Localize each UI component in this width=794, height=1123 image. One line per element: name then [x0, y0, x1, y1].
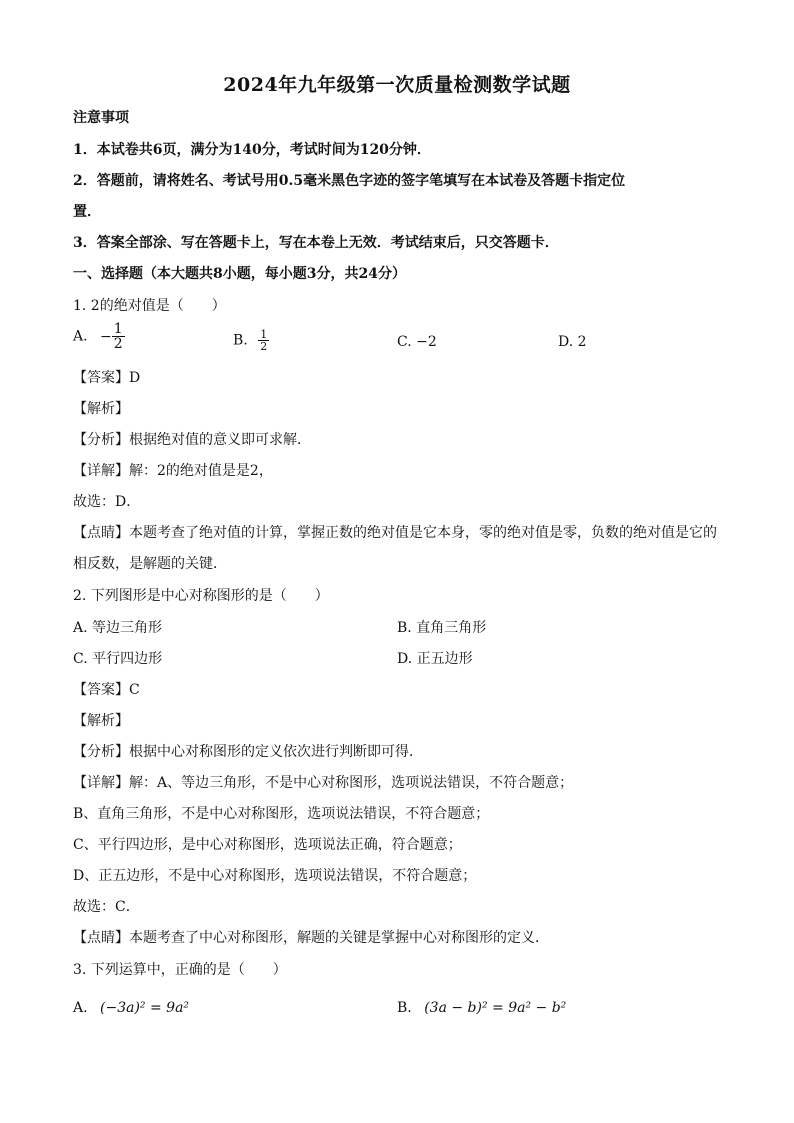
option-a-numerator: 1 [113, 321, 123, 337]
question-2-fenxi: 【分析】根据中心对称图形的定义依次进行判断即可得． [73, 744, 423, 760]
notice-item-2-cont: 置． [73, 204, 101, 220]
option-a-denominator: 2 [113, 336, 123, 352]
question-1-dianjing-2: 相反数，是解题的关键． [73, 556, 227, 572]
question-1-fenxi: 【分析】根据绝对值的意义即可求解． [73, 432, 311, 448]
notice-heading: 注意事项 [73, 110, 129, 126]
question-2-stem: 2. 下列图形是中心对称图形的是（ ） [73, 588, 329, 604]
option-b-numerator: 1 [260, 328, 268, 341]
question-2-line-d: D、正五边形，不是中心对称图形，选项说法错误，不符合题意； [73, 868, 477, 884]
option-b-label: B. [397, 1000, 412, 1016]
question-2-line-c: C、平行四边形，是中心对称图形，选项说法正确，符合题意； [73, 837, 462, 853]
question-1-option-c: C. −2 [397, 334, 437, 350]
question-2-option-c: C. 平行四边形 [73, 651, 163, 667]
option-a-label: A. [73, 328, 88, 345]
option-b-label: B. [233, 332, 248, 349]
question-3-option-b [397, 998, 566, 1018]
page-title: 2024年九年级第一次质量检测数学试题 [223, 74, 571, 96]
option-a-expression: (−3a)² = 9a² [100, 1000, 190, 1016]
notice-item-1: 1．本试卷共6页，满分为140分，考试时间为120分钟． [73, 142, 431, 158]
question-2-option-d: D. 正五边形 [397, 651, 473, 667]
question-1-option-a [73, 322, 125, 351]
question-2-line-b: B、直角三角形，不是中心对称图形，选项说法错误，不符合题意； [73, 806, 490, 822]
question-2-dianjing: 【点睛】本题考查了中心对称图形，解题的关键是掌握中心对称图形的定义． [73, 930, 549, 946]
notice-item-2: 2．答题前，请将姓名、考试号用0.5毫米黑色字迹的签字笔填写在本试卷及答题卡指定位 [73, 173, 626, 189]
question-2-answer: 【答案】C [73, 682, 140, 698]
question-1-stem: 1. 2的绝对值是（ ） [73, 298, 226, 314]
question-2-xiangjie: 【详解】解：A、等边三角形，不是中心对称图形，选项说法错误，不符合题意； [73, 775, 574, 791]
question-2-option-a: A. 等边三角形 [73, 620, 163, 636]
question-1-option-b [233, 329, 269, 352]
question-1-dianjing-1: 【点睛】本题考查了绝对值的计算，掌握正数的绝对值是它本身，零的绝对值是零，负数的绝对值是它的 [73, 525, 717, 541]
notice-item-3: 3．答案全部涂、写在答题卡上，写在本卷上无效．考试结束后，只交答题卡． [73, 235, 559, 251]
option-b-expression: (3a − b)² = 9a² − b² [424, 1000, 567, 1016]
question-1-option-d: D. 2 [558, 334, 587, 350]
question-2-analysis: 【解析】 [73, 713, 129, 729]
question-2-choice: 故选：C． [73, 899, 140, 915]
question-1-choice: 故选：D． [73, 494, 141, 510]
question-3-stem: 3. 下列运算中，正确的是（ ） [73, 962, 287, 978]
question-2-option-b: B. 直角三角形 [397, 620, 487, 636]
question-3-option-a [73, 998, 189, 1018]
question-1-analysis: 【解析】 [73, 401, 129, 417]
question-1-xiangjie: 【详解】解：2的绝对值是是2， [73, 463, 273, 479]
option-b-denominator: 2 [260, 340, 268, 353]
section-heading: 一、选择题（本大题共8小题，每小题3分，共24分） [73, 266, 406, 282]
question-1-answer: 【答案】D [73, 370, 141, 386]
option-a-sign: − [100, 328, 112, 345]
option-a-label: A. [73, 1000, 88, 1016]
